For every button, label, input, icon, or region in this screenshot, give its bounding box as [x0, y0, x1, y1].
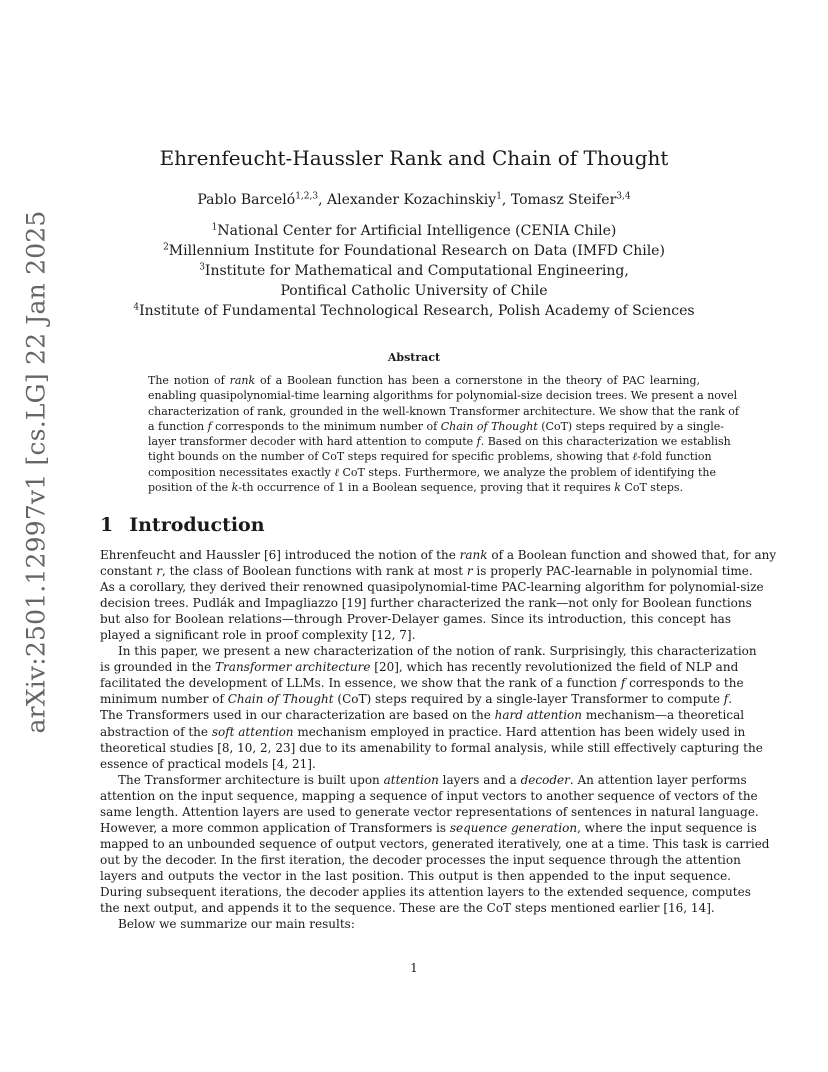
- text-run: enabling quasipolynomial-time learning algorithms for polynomial-size decision trees. We present a novel: [148, 389, 738, 403]
- text-run: composition necessitates exactly: [148, 465, 335, 479]
- text-run: The Transformers used in our characterization are based on the: [100, 708, 495, 723]
- abstract-body: [130, 373, 739, 495]
- affiliation-mark: 1: [211, 222, 218, 233]
- emphasis-text: sequence generation: [449, 820, 578, 835]
- text-run: but also for Boolean relations—through Prover-Delayer games. Since its introduction, this concept has: [100, 612, 731, 627]
- text-run: decision trees. Pudlák and Impagliazzo [19] further characterized the rank—not only for Boolean functions: [100, 596, 752, 611]
- text-run: layers and a: [438, 772, 521, 787]
- emphasis-text: f: [207, 419, 212, 433]
- text-run: , the class of Boolean functions with rank at most: [161, 564, 467, 579]
- body-text: [100, 547, 777, 932]
- affiliation-mark: 4: [133, 302, 140, 313]
- body-line: [100, 627, 731, 643]
- emphasis-text: ℓ: [632, 450, 638, 464]
- emphasis-text: Chain of Thought: [227, 692, 334, 707]
- author-list: Pablo Barceló$^{1,2,3}$, Alexander Kozachinskiy$^1$, Tomasz Steifer$^{3,4}$: [197, 191, 631, 208]
- body-line: [100, 868, 731, 884]
- abstract-line: [130, 465, 716, 480]
- body-line: [100, 675, 744, 691]
- affiliation-text: Institute of Fundamental Technological Research, Polish Academy of Sciences: [139, 303, 695, 319]
- affiliation-text: Pontifical Catholic University of Chile: [280, 283, 548, 299]
- affiliation-line: [0, 221, 828, 241]
- emphasis-text: k: [614, 481, 621, 495]
- text-run: attention on the input sequence, mapping a sequence of input vectors to another sequence of vectors of the: [100, 788, 758, 803]
- text-run: characterization of rank, grounded in the well-known Transformer architecture. We show that the rank of: [148, 404, 739, 418]
- text-run: Ehrenfeucht and Haussler [6] introduced the notion of the: [100, 548, 460, 562]
- text-run: of a Boolean function and showed that, for any: [487, 548, 777, 562]
- text-run: mechanism—a theoretical: [582, 708, 745, 723]
- text-run: of a Boolean function has been a cornerstone in the theory of PAC learning,: [255, 374, 700, 387]
- text-run: CoT steps.: [620, 481, 684, 495]
- body-line: [100, 563, 753, 579]
- text-run: . Based on this characterization we establish: [480, 435, 731, 449]
- text-run: corresponds to the minimum number of: [211, 419, 441, 433]
- emphasis-text: rank: [229, 374, 256, 387]
- author-name: Pablo Barceló: [197, 192, 296, 208]
- emphasis-text: attention: [383, 772, 439, 787]
- text-run: is properly PAC-learnable in polynomial time.: [472, 564, 753, 579]
- text-run: During subsequent iterations, the decoder applies its attention layers to the extended sequence, computes: [100, 884, 751, 899]
- emphasis-text: ℓ: [334, 465, 339, 479]
- emphasis-text: k: [231, 481, 239, 495]
- body-line: [100, 611, 731, 627]
- body-line: [100, 788, 758, 804]
- text-run: Below we summarize our main results:: [118, 917, 355, 932]
- emphasis-text: r: [156, 564, 162, 579]
- affiliation-text: National Center for Artificial Intelligence (CENIA Chile): [217, 223, 617, 239]
- body-line: [100, 659, 739, 675]
- arxiv-sidebar-stamp: [16, 210, 56, 734]
- text-run: The notion of: [148, 374, 230, 387]
- abstract-line: [130, 388, 738, 403]
- emphasis-text: f: [723, 692, 729, 707]
- abstract-line: [130, 480, 700, 495]
- affiliation-text: Institute for Mathematical and Computational Engineering,: [204, 263, 629, 279]
- abstract-line: [130, 434, 731, 449]
- paper-title: Ehrenfeucht-Haussler Rank and Chain of Thought: [159, 146, 669, 170]
- text-run: mapped to an unbounded sequence of output vectors, generated iteratively, one at a time. This task is carried: [100, 836, 770, 851]
- body-line: [100, 772, 747, 788]
- body-line: [100, 852, 741, 868]
- text-run: However, a more common application of Transformers is: [100, 820, 450, 835]
- affiliation-line: [0, 301, 828, 321]
- section-heading: [100, 514, 265, 536]
- abstract-line: [130, 373, 700, 388]
- text-run: As a corollary, they derived their renowned quasipolynomial-time PAC-learning algorithm for polynomial-size: [100, 580, 764, 595]
- text-run: played a significant role in proof complexity [12, 7].: [100, 628, 416, 643]
- emphasis-text: soft attention: [211, 724, 294, 739]
- body-line: [100, 820, 757, 836]
- text-run: (CoT) steps required by a single-layer Transformer to compute: [333, 692, 724, 707]
- text-run: tight bounds on the number of CoT steps required for specific problems, showing that: [148, 450, 633, 464]
- page-number: 1: [410, 961, 418, 975]
- text-run: layers and outputs the vector in the last position. This output is then appended to the input sequence.: [100, 868, 731, 883]
- body-line: [100, 707, 745, 723]
- text-run: minimum number of: [100, 692, 228, 707]
- body-line: [100, 740, 763, 756]
- abstract-line: [130, 449, 712, 464]
- text-run: abstraction of the: [100, 724, 212, 739]
- body-line: [100, 804, 759, 820]
- body-line: [100, 579, 764, 595]
- arxiv-id: arXiv:2501.12997v1 [cs.LG] 22 Jan 2025: [21, 210, 51, 734]
- section-number: 1: [100, 514, 114, 536]
- text-run: layer transformer decoder with hard attention to compute: [148, 435, 477, 449]
- body-line: [100, 547, 777, 563]
- text-run: mechanism employed in practice. Hard attention has been widely used in: [293, 724, 746, 739]
- text-run: theoretical studies [8, 10, 2, 23] due to its amenability to formal analysis, while still effectively capturing the: [100, 740, 763, 755]
- affiliation-line: [0, 261, 828, 281]
- body-line: [100, 643, 757, 659]
- text-run: -th occurrence of 1 in a Boolean sequence, proving that it requires: [238, 481, 615, 495]
- abstract-line: [130, 404, 739, 419]
- emphasis-text: Transformer architecture: [215, 660, 371, 675]
- abstract-heading: Abstract: [387, 351, 441, 364]
- author-name: Alexander Kozachinskiy: [327, 192, 497, 208]
- text-run: . An attention layer performs: [569, 772, 747, 787]
- text-run: a function: [148, 419, 208, 433]
- text-run: [20], which has recently revolutionized the field of NLP and: [370, 660, 739, 675]
- paragraph: [100, 547, 777, 643]
- text-run: corresponds to the: [625, 676, 744, 691]
- text-run: The Transformer architecture is built upon: [118, 772, 384, 787]
- abstract-line: [130, 419, 725, 434]
- author-affiliation-mark: 1,2,3: [295, 191, 319, 202]
- text-run: the next output, and appends it to the sequence. These are the CoT steps mentioned earlier [16, 14].: [100, 901, 715, 916]
- emphasis-text: f: [476, 435, 481, 449]
- paragraph: [100, 916, 731, 932]
- body-line: [100, 900, 731, 916]
- emphasis-text: decoder: [520, 772, 570, 787]
- affiliation-line: [0, 241, 828, 261]
- affiliation-line: [0, 281, 828, 301]
- affiliation-mark: 2: [163, 242, 169, 253]
- section-title: Introduction: [129, 514, 265, 536]
- text-run: position of the: [148, 481, 232, 495]
- text-run: In this paper, we present a new characterization of the notion of rank. Surprisingly, this characterization: [118, 644, 757, 659]
- paragraph: [100, 772, 770, 916]
- text-run: same length. Attention layers are used to generate vector representations of sentences in natural language.: [100, 804, 759, 819]
- body-line: [100, 756, 731, 772]
- text-run: , where the input sequence is: [577, 820, 757, 835]
- text-run: essence of practical models [4, 21].: [100, 756, 316, 771]
- text-run: .: [728, 692, 733, 707]
- body-line: [100, 595, 752, 611]
- text-run: is grounded in the: [100, 660, 216, 675]
- affiliation-text: Millennium Institute for Foundational Research on Data (IMFD Chile): [168, 243, 665, 259]
- emphasis-text: Chain of Thought: [440, 419, 538, 433]
- author-affiliation-mark: 1: [496, 191, 502, 202]
- body-line: [100, 916, 731, 932]
- emphasis-text: hard attention: [494, 708, 582, 723]
- affiliation-mark: 3: [199, 262, 205, 273]
- paragraph: [100, 643, 763, 771]
- affiliation-list: [0, 221, 828, 321]
- text-run: (CoT) steps required by a single-: [537, 419, 725, 433]
- text-run: out by the decoder. In the first iteration, the decoder processes the input sequence through the attention: [100, 852, 741, 867]
- text-run: CoT steps. Furthermore, we analyze the problem of identifying the: [338, 465, 716, 479]
- abstract-paragraph: [130, 373, 739, 495]
- text-run: -fold function: [637, 450, 712, 464]
- body-line: [100, 884, 751, 900]
- author-name: Tomasz Steifer: [510, 192, 617, 208]
- emphasis-text: r: [466, 564, 473, 579]
- author-affiliation-mark: 3,4: [616, 191, 631, 202]
- emphasis-text: f: [620, 676, 626, 691]
- text-run: facilitated the development of LLMs. In essence, we show that the rank of a function: [100, 676, 621, 691]
- text-run: constant: [100, 564, 157, 579]
- emphasis-text: rank: [459, 548, 488, 562]
- body-line: [100, 691, 731, 707]
- body-line: [100, 724, 746, 740]
- body-line: [100, 836, 770, 852]
